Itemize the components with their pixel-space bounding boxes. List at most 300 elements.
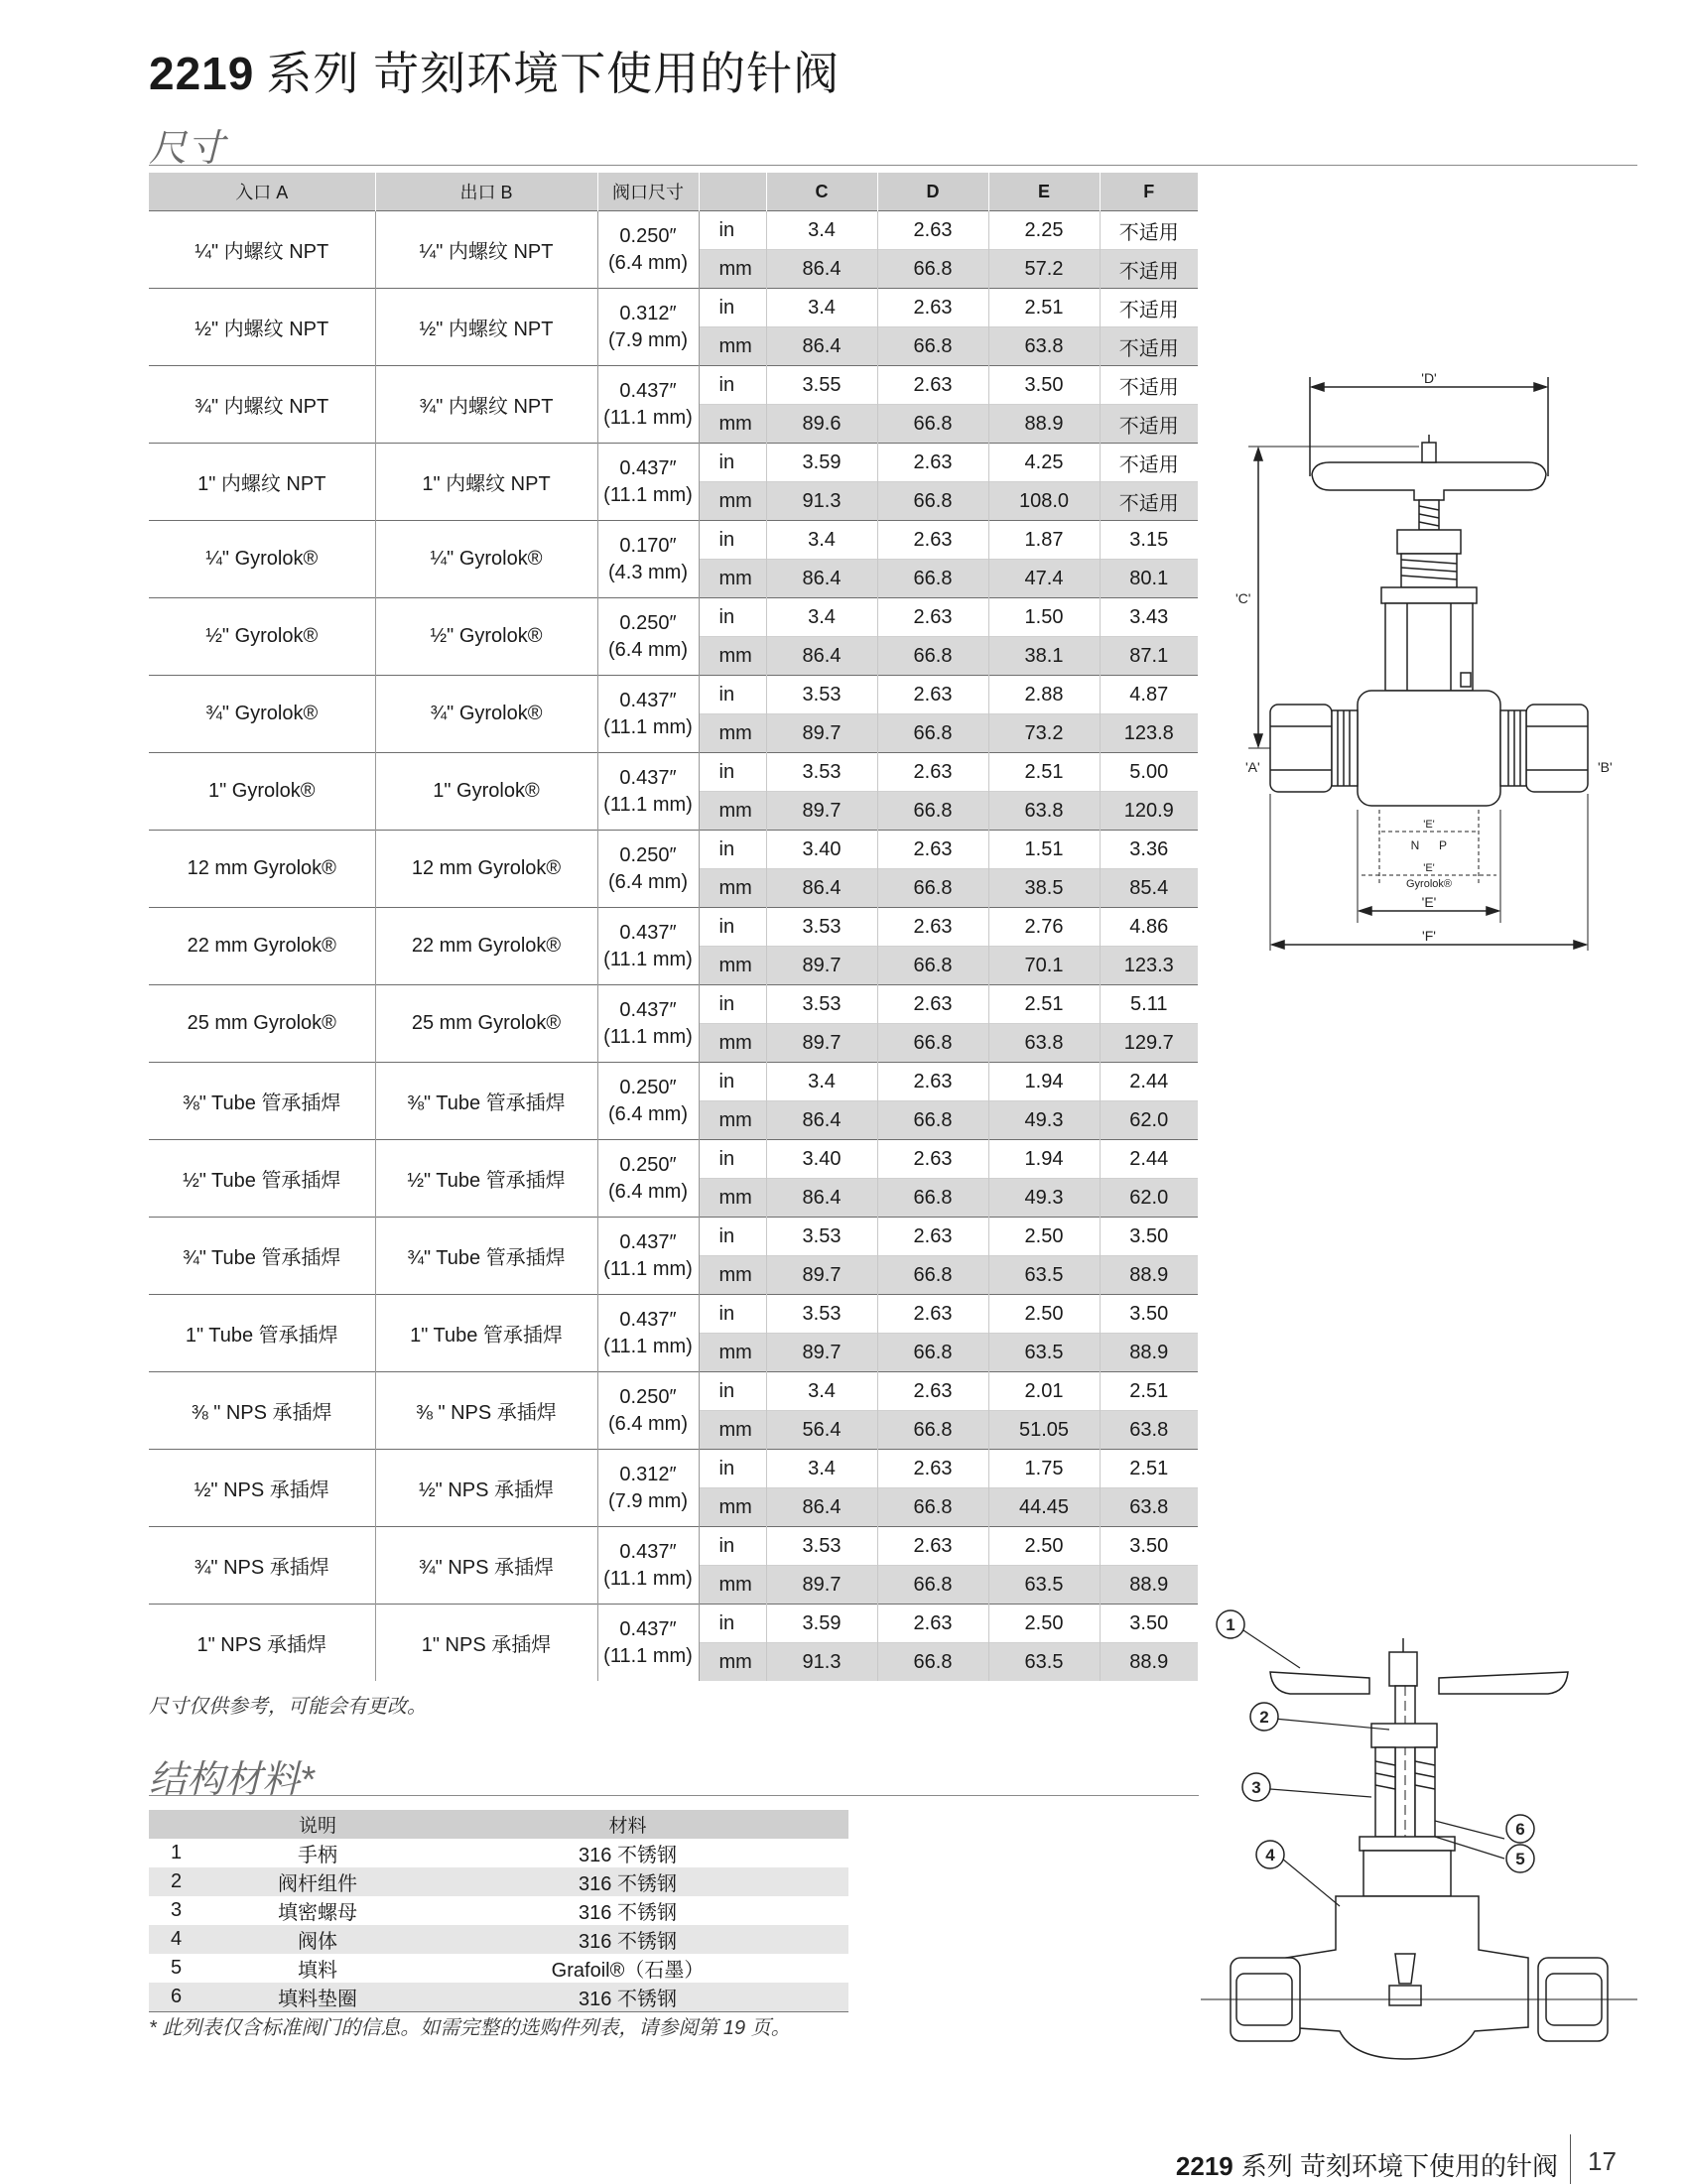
value-in-cell: 2.50: [988, 1605, 1100, 1643]
value-mm-cell: 108.0: [988, 482, 1100, 521]
orifice-mm: (11.1 mm): [603, 1644, 693, 1667]
unit-in: in: [699, 1527, 766, 1566]
value-in-cell: 3.53: [766, 1295, 877, 1334]
value-in-cell: 3.4: [766, 1450, 877, 1488]
value-mm-cell: 63.5: [988, 1256, 1100, 1295]
unit-mm: mm: [699, 947, 766, 985]
value-mm-cell: 63.5: [988, 1334, 1100, 1372]
value-mm-cell: 91.3: [766, 1643, 877, 1682]
value-in-cell: 3.59: [766, 1605, 877, 1643]
materials-row: [149, 1925, 848, 1954]
value-mm-cell: 66.8: [877, 1179, 988, 1218]
part-number: 2: [149, 1867, 228, 1896]
value-mm-cell: 66.8: [877, 1488, 988, 1527]
outlet-cell: 1" Gyrolok®: [375, 753, 597, 831]
value-mm-cell: 86.4: [766, 1101, 877, 1140]
value-mm-cell: 89.6: [766, 405, 877, 444]
orifice-cell: [597, 598, 699, 676]
value-mm-cell: 66.8: [877, 637, 988, 676]
outlet-cell: ⅜ " NPS 承插焊: [375, 1372, 597, 1450]
value-in-cell: 3.4: [766, 211, 877, 250]
dim-label-n: N: [1410, 838, 1420, 852]
orifice-cell: [597, 676, 699, 753]
value-in-cell: 2.63: [877, 831, 988, 869]
value-in-cell: 1.94: [988, 1063, 1100, 1101]
orifice-cell: [597, 1527, 699, 1605]
inlet-cell: ½" Tube 管承插焊: [149, 1140, 375, 1218]
unit-mm: mm: [699, 405, 766, 444]
dimensions-note: 尺寸仅供参考，可能会有更改。: [149, 1696, 427, 1718]
orifice-mm: (11.1 mm): [603, 948, 693, 970]
inlet-cell: ½" 内螺纹 NPT: [149, 289, 375, 366]
orifice-cell: [597, 908, 699, 985]
outlet-cell: 1" Tube 管承插焊: [375, 1295, 597, 1372]
callout-2: 2: [1259, 1708, 1269, 1727]
orifice-cell: [597, 444, 699, 521]
orifice-mm: (6.4 mm): [608, 1102, 688, 1125]
inlet-cell: ¼" Gyrolok®: [149, 521, 375, 598]
part-material: 316 不锈钢: [579, 1902, 677, 1924]
value-in-cell: 2.63: [877, 908, 988, 947]
materials-table-body: [149, 1839, 848, 2012]
orifice-mm: (11.1 mm): [603, 1257, 693, 1280]
materials-rule: [149, 1795, 1199, 1796]
value-mm-cell: 62.0: [1100, 1179, 1198, 1218]
footer-series-number: 2219: [1175, 2151, 1233, 2181]
unit-mm: mm: [699, 869, 766, 908]
valve-cross-section-drawing: [1201, 1603, 1637, 2064]
part-material: 316 不锈钢: [407, 1925, 848, 1954]
orifice-mm: (11.1 mm): [603, 406, 693, 429]
orifice-cell: [597, 753, 699, 831]
table-row: [149, 676, 1198, 714]
value-in-cell: 3.15: [1100, 521, 1198, 560]
unit-mm: mm: [699, 1024, 766, 1063]
orifice-in: 0.312″: [619, 302, 677, 324]
orifice-in: 0.250″: [619, 1076, 677, 1098]
value-mm-cell: 66.8: [877, 482, 988, 521]
materials-row: [149, 1954, 848, 1983]
inlet-cell: 1" Tube 管承插焊: [149, 1295, 375, 1372]
value-in-cell: 2.63: [877, 1605, 988, 1643]
value-in-cell: 2.63: [877, 985, 988, 1024]
value-mm-cell: 86.4: [766, 560, 877, 598]
unit-in: in: [699, 753, 766, 792]
unit-in: in: [699, 1372, 766, 1411]
value-mm-cell: 51.05: [988, 1411, 1100, 1450]
header-orifice: 阀口尺寸: [597, 173, 699, 211]
unit-in: in: [699, 985, 766, 1024]
value-mm-cell: 89.7: [766, 947, 877, 985]
value-mm-cell: 47.4: [988, 560, 1100, 598]
value-in-cell: 不适用: [1100, 211, 1198, 250]
value-mm-cell: 66.8: [877, 405, 988, 444]
value-mm-cell: 88.9: [1100, 1256, 1198, 1295]
value-mm-cell: 66.8: [877, 869, 988, 908]
value-mm-cell: 120.9: [1100, 792, 1198, 831]
value-in-cell: 5.11: [1100, 985, 1198, 1024]
value-mm-cell: 66.8: [877, 792, 988, 831]
value-in-cell: 2.63: [877, 753, 988, 792]
orifice-mm: (11.1 mm): [603, 483, 693, 506]
orifice-cell: [597, 831, 699, 908]
unit-in: in: [699, 908, 766, 947]
value-mm-cell: 不适用: [1100, 250, 1198, 289]
unit-in: in: [699, 1063, 766, 1101]
orifice-in: 0.437″: [619, 456, 677, 479]
dim-label-a: 'A': [1245, 759, 1260, 775]
materials-table: [149, 1810, 848, 2012]
value-in-cell: 2.50: [988, 1527, 1100, 1566]
unit-in: in: [699, 676, 766, 714]
value-in-cell: 2.63: [877, 521, 988, 560]
unit-in: in: [699, 1140, 766, 1179]
table-row: [149, 521, 1198, 560]
value-in-cell: 2.01: [988, 1372, 1100, 1411]
value-mm-cell: 56.4: [766, 1411, 877, 1450]
value-in-cell: 3.59: [766, 444, 877, 482]
outlet-cell: ¾" Gyrolok®: [375, 676, 597, 753]
value-in-cell: 3.43: [1100, 598, 1198, 637]
materials-header-material: 材料: [407, 1810, 848, 1839]
outlet-cell: ⅜" Tube 管承插焊: [375, 1063, 597, 1140]
value-in-cell: 4.87: [1100, 676, 1198, 714]
value-mm-cell: 不适用: [1100, 405, 1198, 444]
orifice-mm: (11.1 mm): [603, 793, 693, 816]
inlet-cell: 12 mm Gyrolok®: [149, 831, 375, 908]
materials-header-number: [149, 1810, 228, 1839]
orifice-in: 0.437″: [619, 921, 677, 944]
part-material: 316 不锈钢: [407, 1983, 848, 2012]
orifice-in: 0.437″: [619, 766, 677, 789]
value-in-cell: 2.63: [877, 289, 988, 327]
materials-row: [149, 1896, 848, 1925]
value-mm-cell: 80.1: [1100, 560, 1198, 598]
table-row: [149, 366, 1198, 405]
value-mm-cell: 88.9: [1100, 1566, 1198, 1605]
value-mm-cell: 86.4: [766, 1488, 877, 1527]
unit-mm: mm: [699, 1643, 766, 1682]
header-d: D: [877, 173, 988, 211]
orifice-mm: (7.9 mm): [608, 1489, 688, 1512]
unit-in: in: [699, 831, 766, 869]
value-mm-cell: 89.7: [766, 1334, 877, 1372]
unit-mm: mm: [699, 482, 766, 521]
value-mm-cell: 85.4: [1100, 869, 1198, 908]
unit-in: in: [699, 1450, 766, 1488]
orifice-cell: [597, 1605, 699, 1682]
dim-label-e-np: 'E': [1423, 819, 1435, 831]
value-in-cell: 3.53: [766, 1218, 877, 1256]
value-mm-cell: 66.8: [877, 1024, 988, 1063]
value-mm-cell: 89.7: [766, 1566, 877, 1605]
table-row: [149, 1140, 1198, 1179]
materials-row: [149, 1839, 848, 1867]
table-row: [149, 1372, 1198, 1411]
dimensions-header-row: [149, 173, 1198, 211]
part-description: 手柄: [298, 1845, 337, 1866]
value-in-cell: 2.76: [988, 908, 1100, 947]
value-mm-cell: 63.8: [988, 792, 1100, 831]
value-mm-cell: 73.2: [988, 714, 1100, 753]
orifice-mm: (11.1 mm): [603, 715, 693, 738]
value-mm-cell: 66.8: [877, 1566, 988, 1605]
value-in-cell: 3.50: [1100, 1527, 1198, 1566]
orifice-cell: [597, 1140, 699, 1218]
inlet-cell: ¾" Tube 管承插焊: [149, 1218, 375, 1295]
unit-in: in: [699, 444, 766, 482]
header-e: E: [988, 173, 1100, 211]
orifice-cell: [597, 1450, 699, 1527]
unit-mm: mm: [699, 792, 766, 831]
orifice-in: 0.437″: [619, 998, 677, 1021]
dim-label-gyrolok: Gyrolok®: [1405, 878, 1453, 890]
value-in-cell: 3.4: [766, 289, 877, 327]
unit-mm: mm: [699, 1334, 766, 1372]
materials-header-desc: 说明: [228, 1810, 407, 1839]
value-in-cell: 2.51: [1100, 1450, 1198, 1488]
value-mm-cell: 88.9: [1100, 1643, 1198, 1682]
value-in-cell: 4.86: [1100, 908, 1198, 947]
table-row: [149, 908, 1198, 947]
callout-6: 6: [1515, 1820, 1525, 1839]
outlet-cell: ¾" 内螺纹 NPT: [375, 366, 597, 444]
value-mm-cell: 63.5: [988, 1643, 1100, 1682]
value-in-cell: 不适用: [1100, 366, 1198, 405]
page-title: [149, 38, 840, 103]
value-in-cell: 不适用: [1100, 444, 1198, 482]
value-in-cell: 2.51: [988, 753, 1100, 792]
value-in-cell: 2.50: [988, 1295, 1100, 1334]
value-in-cell: 3.50: [1100, 1295, 1198, 1334]
orifice-mm: (11.1 mm): [603, 1567, 693, 1590]
orifice-mm: (4.3 mm): [608, 561, 688, 583]
value-mm-cell: 123.8: [1100, 714, 1198, 753]
unit-mm: mm: [699, 1566, 766, 1605]
inlet-cell: 1" Gyrolok®: [149, 753, 375, 831]
orifice-mm: (6.4 mm): [608, 1180, 688, 1203]
dim-label-f: 'F': [1422, 928, 1436, 944]
value-in-cell: 2.63: [877, 1063, 988, 1101]
unit-in: in: [699, 366, 766, 405]
title-text: 系列 苛刻环境下使用的针阀: [266, 48, 841, 99]
inlet-cell: ⅜ " NPS 承插焊: [149, 1372, 375, 1450]
part-material: Grafoil®（石墨）: [551, 1960, 705, 1982]
orifice-cell: [597, 1295, 699, 1372]
table-row: [149, 598, 1198, 637]
inlet-cell: ½" NPS 承插焊: [149, 1450, 375, 1527]
footer-separator: [1570, 2134, 1571, 2184]
dim-label-c: 'C': [1235, 590, 1251, 606]
value-mm-cell: 86.4: [766, 327, 877, 366]
callout-3: 3: [1251, 1778, 1261, 1797]
footer-title: [1176, 2146, 1558, 2183]
dim-label-d: 'D': [1421, 370, 1437, 386]
value-in-cell: 2.63: [877, 1527, 988, 1566]
dim-label-p: P: [1438, 838, 1448, 852]
value-mm-cell: 66.8: [877, 327, 988, 366]
value-mm-cell: 86.4: [766, 250, 877, 289]
value-in-cell: 2.63: [877, 676, 988, 714]
orifice-mm: (6.4 mm): [608, 638, 688, 661]
unit-mm: mm: [699, 1179, 766, 1218]
part-description: 阀体: [228, 1925, 407, 1954]
value-mm-cell: 38.5: [988, 869, 1100, 908]
value-in-cell: 2.63: [877, 444, 988, 482]
table-row: [149, 1295, 1198, 1334]
value-mm-cell: 38.1: [988, 637, 1100, 676]
value-in-cell: 3.50: [1100, 1605, 1198, 1643]
unit-mm: mm: [699, 1488, 766, 1527]
orifice-mm: (11.1 mm): [603, 1335, 693, 1357]
dim-label-e-gyrolok: 'E': [1423, 862, 1435, 874]
value-in-cell: 3.53: [766, 676, 877, 714]
unit-mm: mm: [699, 1256, 766, 1295]
value-in-cell: 不适用: [1100, 289, 1198, 327]
value-mm-cell: 88.9: [1100, 1334, 1198, 1372]
table-row: [149, 753, 1198, 792]
dim-label-e: 'E': [1421, 894, 1437, 910]
value-in-cell: 2.51: [988, 985, 1100, 1024]
value-mm-cell: 91.3: [766, 482, 877, 521]
value-in-cell: 3.36: [1100, 831, 1198, 869]
value-mm-cell: 66.8: [877, 714, 988, 753]
header-c: C: [766, 173, 877, 211]
value-mm-cell: 89.7: [766, 792, 877, 831]
inlet-cell: ⅜" Tube 管承插焊: [149, 1063, 375, 1140]
value-mm-cell: 66.8: [877, 947, 988, 985]
value-in-cell: 2.51: [1100, 1372, 1198, 1411]
orifice-mm: (6.4 mm): [608, 251, 688, 274]
table-row: [149, 289, 1198, 327]
value-in-cell: 4.25: [988, 444, 1100, 482]
inlet-cell: 1" 内螺纹 NPT: [149, 444, 375, 521]
value-in-cell: 3.53: [766, 1527, 877, 1566]
table-row: [149, 985, 1198, 1024]
value-mm-cell: 63.8: [1100, 1411, 1198, 1450]
value-in-cell: 2.63: [877, 1295, 988, 1334]
value-mm-cell: 66.8: [877, 560, 988, 598]
outlet-cell: ¼" Gyrolok®: [375, 521, 597, 598]
title-series-number: 2219: [149, 48, 255, 99]
dimensions-heading: 尺寸: [149, 128, 225, 170]
inlet-cell: ¼" 内螺纹 NPT: [149, 211, 375, 289]
unit-in: in: [699, 1605, 766, 1643]
orifice-in: 0.250″: [619, 611, 677, 634]
value-mm-cell: 66.8: [877, 1101, 988, 1140]
value-in-cell: 1.50: [988, 598, 1100, 637]
materials-footnote: * 此列表仅含标准阀门的信息。如需完整的选购件列表，请参阅第 19 页。: [149, 2017, 791, 2039]
orifice-in: 0.312″: [619, 1463, 677, 1485]
orifice-in: 0.250″: [619, 1153, 677, 1176]
value-in-cell: 1.51: [988, 831, 1100, 869]
part-number: 1: [171, 1842, 183, 1863]
value-mm-cell: 57.2: [988, 250, 1100, 289]
outlet-cell: ¼" 内螺纹 NPT: [375, 211, 597, 289]
value-mm-cell: 不适用: [1100, 327, 1198, 366]
value-mm-cell: 63.8: [988, 327, 1100, 366]
callout-5: 5: [1515, 1850, 1525, 1868]
dim-label-b: 'B': [1598, 759, 1613, 775]
orifice-mm: (7.9 mm): [608, 328, 688, 351]
orifice-cell: [597, 366, 699, 444]
value-in-cell: 1.75: [988, 1450, 1100, 1488]
footer-text: 系列 苛刻环境下使用的针阀: [1240, 2151, 1558, 2181]
value-in-cell: 5.00: [1100, 753, 1198, 792]
outlet-cell: ½" Tube 管承插焊: [375, 1140, 597, 1218]
orifice-cell: [597, 211, 699, 289]
value-in-cell: 3.40: [766, 1140, 877, 1179]
dimensions-rule: [149, 165, 1637, 166]
orifice-in: 0.250″: [619, 1385, 677, 1408]
unit-in: in: [699, 289, 766, 327]
orifice-cell: [597, 1218, 699, 1295]
unit-in: in: [699, 521, 766, 560]
value-in-cell: 2.25: [988, 211, 1100, 250]
part-description: 填料: [298, 1960, 337, 1982]
part-number: 6: [149, 1983, 228, 2012]
outlet-cell: 22 mm Gyrolok®: [375, 908, 597, 985]
value-mm-cell: 129.7: [1100, 1024, 1198, 1063]
value-mm-cell: 89.7: [766, 1024, 877, 1063]
table-row: [149, 1218, 1198, 1256]
table-row: [149, 1527, 1198, 1566]
inlet-cell: ¾" Gyrolok®: [149, 676, 375, 753]
value-in-cell: 3.4: [766, 1372, 877, 1411]
unit-mm: mm: [699, 250, 766, 289]
value-mm-cell: 88.9: [988, 405, 1100, 444]
orifice-in: 0.437″: [619, 1617, 677, 1640]
unit-mm: mm: [699, 560, 766, 598]
unit-mm: mm: [699, 637, 766, 676]
outlet-cell: 25 mm Gyrolok®: [375, 985, 597, 1063]
value-in-cell: 1.94: [988, 1140, 1100, 1179]
unit-in: in: [699, 598, 766, 637]
unit-in: in: [699, 1218, 766, 1256]
value-mm-cell: 63.5: [988, 1566, 1100, 1605]
table-row: [149, 444, 1198, 482]
orifice-mm: (6.4 mm): [608, 870, 688, 893]
outlet-cell: ½" NPS 承插焊: [375, 1450, 597, 1527]
inlet-cell: 22 mm Gyrolok®: [149, 908, 375, 985]
outlet-cell: ½" 内螺纹 NPT: [375, 289, 597, 366]
value-in-cell: 2.63: [877, 1450, 988, 1488]
orifice-in: 0.250″: [619, 843, 677, 866]
value-mm-cell: 49.3: [988, 1179, 1100, 1218]
value-in-cell: 3.4: [766, 521, 877, 560]
value-in-cell: 3.40: [766, 831, 877, 869]
inlet-cell: ½" Gyrolok®: [149, 598, 375, 676]
value-mm-cell: 63.8: [988, 1024, 1100, 1063]
header-unit: [699, 173, 766, 211]
value-in-cell: 3.53: [766, 908, 877, 947]
value-mm-cell: 89.7: [766, 1256, 877, 1295]
table-row: [149, 211, 1198, 250]
orifice-cell: [597, 521, 699, 598]
dimensions-table-body: [149, 211, 1198, 1682]
orifice-in: 0.250″: [619, 224, 677, 247]
value-mm-cell: 86.4: [766, 1179, 877, 1218]
value-mm-cell: 66.8: [877, 250, 988, 289]
dimensions-table: [149, 173, 1198, 1681]
materials-header-row: [149, 1810, 848, 1839]
value-in-cell: 3.4: [766, 598, 877, 637]
part-number: 3: [171, 1899, 183, 1921]
value-mm-cell: 89.7: [766, 714, 877, 753]
value-mm-cell: 不适用: [1100, 482, 1198, 521]
part-material: 316 不锈钢: [579, 1845, 677, 1866]
callout-1: 1: [1226, 1615, 1235, 1634]
